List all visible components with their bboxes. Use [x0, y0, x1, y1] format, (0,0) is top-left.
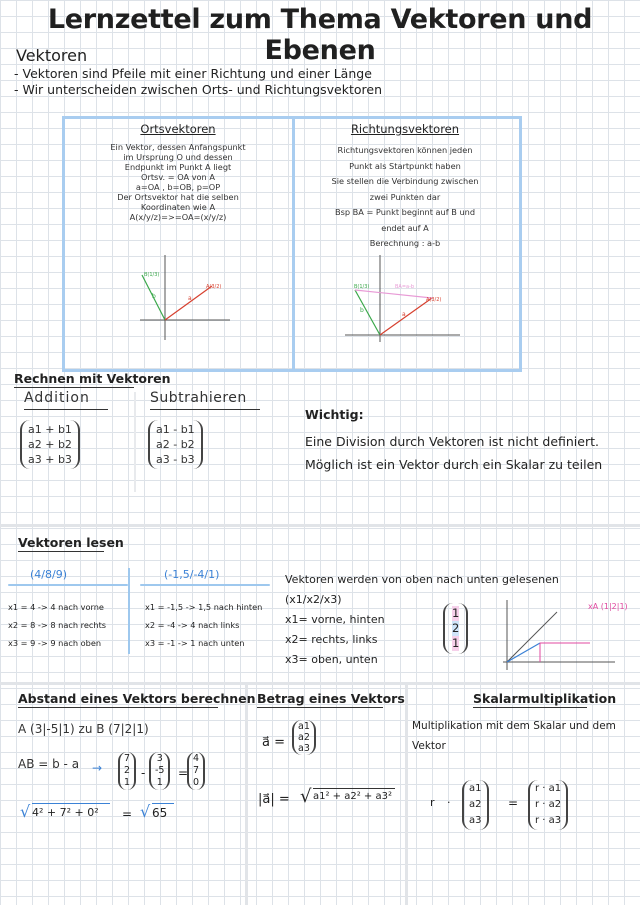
page-title: Lernzettel zum Thema Vektoren und Ebenen: [47, 4, 593, 66]
example2-line: x3 = -1 -> 1 nach unten: [145, 638, 245, 648]
label-b: b: [360, 307, 364, 314]
subtraktion-vector: [148, 420, 203, 469]
skalar-result-value: r · a2: [535, 799, 562, 810]
betrag-heading: Betrag eines Vektors: [257, 691, 405, 706]
betrag-vector-value: a3: [298, 743, 310, 754]
root-icon: √: [140, 802, 151, 821]
ortsvektoren-line: Endpunkt im Punkt A liegt: [124, 162, 232, 172]
richtungsvektoren-text: [296, 143, 514, 252]
abstand-result: 65: [152, 803, 174, 820]
rechnen-divider: [134, 392, 136, 492]
richtungsvektoren-title: Richtungsvektoren: [350, 122, 460, 136]
example2-line: x1 = -1,5 -> 1,5 nach hinten: [145, 602, 263, 612]
subtraktion-row: a1 - b1: [156, 423, 195, 436]
vector-a-symbol: a⃗ =: [262, 735, 285, 750]
example1-lines: [8, 598, 106, 652]
ortsvektoren-line: a=OA , b=OB, p=OP: [135, 182, 221, 192]
lesen-heading: Vektoren lesen: [18, 535, 124, 550]
lesen-vector: [443, 603, 468, 654]
root-icon: √: [300, 786, 312, 807]
vektoren-heading: Vektoren: [16, 46, 88, 65]
skalar-vector: [462, 780, 489, 830]
vector-value: 2: [452, 621, 460, 635]
skalar-line: Vektor: [412, 740, 446, 752]
richtungsvektoren-line: Berechnung : a-b: [369, 238, 441, 248]
skalar-vector-value: a3: [469, 815, 482, 826]
explain-line: x1= vorne, hinten: [285, 613, 385, 626]
ortsvektoren-section: [66, 122, 290, 222]
ortsvektoren-line: Ein Vektor, dessen Anfangspunkt: [110, 142, 246, 152]
richtungsvektoren-line: Sie stellen die Verbindung zwischen: [331, 176, 479, 186]
abstand-heading: Abstand eines Vektors berechnen: [18, 691, 256, 706]
addition-row: a3 + b3: [28, 453, 72, 466]
example1-brace: [8, 584, 128, 586]
vector-a: [380, 298, 432, 335]
label-b: b: [152, 293, 156, 300]
addition-underline: [24, 409, 108, 410]
abstand-points: A (3|-5|1) zu B (7|2|1): [18, 722, 149, 736]
arrow-icon: →: [92, 761, 103, 775]
skalar-vector-value: a2: [469, 799, 482, 810]
abstand-ab: AB = b - a: [18, 757, 80, 771]
richtungsvektoren-line: Bsp BA = Punkt beginnt auf B und: [334, 207, 476, 217]
skalar-result-value: r · a1: [535, 783, 562, 794]
addition-row: a2 + b2: [28, 438, 72, 451]
vector-b: [355, 290, 380, 335]
betrag-vector-value: a1: [298, 721, 310, 732]
vector-result: [187, 752, 205, 790]
vector-result-value: 4: [193, 753, 200, 764]
addition-vector: [20, 420, 80, 469]
point-label: xA (1|2|1): [588, 602, 628, 611]
skalar-text: [412, 716, 616, 756]
betrag-formula: a1² + a2² + a3²: [313, 788, 395, 802]
vector-value: 1: [452, 606, 460, 620]
minus-sign: -: [141, 766, 146, 780]
abstand-underline: [18, 707, 218, 708]
richtungsvektoren-line: Richtungsvektoren können jeden: [337, 145, 473, 155]
betrag-vector: [292, 720, 316, 755]
section-divider: [0, 682, 640, 685]
column-divider: [245, 682, 248, 905]
example2-lines: [145, 598, 262, 652]
rechnen-heading: Rechnen mit Vektoren: [14, 371, 171, 386]
explain-line: (x1/x2/x3): [285, 593, 342, 606]
section-divider: [0, 524, 640, 527]
rechnen-underline: [14, 387, 134, 388]
explain-line: x3= oben, unten: [285, 653, 378, 666]
vector-ba: [355, 290, 432, 298]
skalar-result-value: r · a3: [535, 815, 562, 826]
richtungsvektoren-section: [296, 122, 514, 252]
vector-b-value: 2: [124, 765, 131, 776]
betrag-symbol: |a⃗| =: [258, 792, 290, 807]
vector-a-value: 3: [156, 753, 163, 764]
ortsvektoren-graph: [120, 250, 240, 350]
ortsvektoren-line: Koordinaten wie A: [140, 202, 216, 212]
richtungsvektoren-graph: [340, 250, 470, 350]
ortsvektoren-line: im Ursprung O und dessen: [123, 152, 233, 162]
vector-b-value: 7: [124, 753, 131, 764]
example1-line: x2 = 8 -> 8 nach rechts: [8, 620, 107, 630]
equals-sign: =: [122, 807, 133, 821]
vector-value: 1: [452, 636, 460, 650]
ortsvektoren-line: Ortsv. = OA von A: [141, 172, 215, 182]
example2-line: x2 = -4 -> 4 nach links: [145, 620, 240, 630]
label-a: a: [402, 311, 406, 318]
betrag-underline: [257, 707, 383, 708]
lesen-graph: [495, 595, 635, 677]
equals-sign: =: [508, 796, 519, 810]
example1-line: x1 = 4 -> 4 nach vorne: [8, 602, 104, 612]
point-label-b: B(1/3): [354, 284, 370, 290]
equals-sign: =: [178, 766, 189, 780]
vector-a: [149, 752, 170, 790]
vector-a-value: -5: [155, 765, 165, 776]
root-icon: √: [20, 802, 31, 821]
vector-result-value: 7: [193, 765, 200, 776]
vector-b: [118, 752, 136, 790]
vector-a: [165, 286, 212, 320]
wichtig-line: Eine Division durch Vektoren ist nicht definiert.: [305, 434, 599, 449]
point-label-a: A(3/2): [206, 284, 222, 290]
richtungsvektoren-line: Punkt als Startpunkt haben: [349, 160, 461, 171]
subtraktion-title: Subtrahieren: [150, 390, 247, 406]
point-label-a: A(3/2): [426, 297, 442, 303]
subtraktion-underline: [150, 409, 260, 410]
richtungsvektoren-line: endet auf A: [381, 222, 429, 233]
wichtig-line: Möglich ist ein Vektor durch ein Skalar zu teilen: [305, 457, 603, 472]
skalar-r: r: [430, 796, 435, 809]
skalar-line: Multiplikation mit dem Skalar und dem: [412, 720, 616, 732]
example1-label: (4/8/9): [30, 568, 67, 581]
axis-x1: [507, 612, 557, 662]
skalar-underline: [473, 707, 587, 708]
skalar-vector-value: a1: [469, 783, 482, 794]
addition-title: Addition: [24, 390, 90, 406]
lesen-underline: [18, 551, 104, 552]
example1-line: x3 = 9 -> 9 nach oben: [8, 638, 102, 648]
vektor-types-divider: [292, 119, 295, 369]
example2-brace: [140, 584, 270, 586]
betrag-vector-value: a2: [298, 732, 310, 743]
ortsvektoren-title: Ortsvektoren: [140, 122, 216, 136]
addition-row: a1 + b1: [28, 423, 72, 436]
richtungsvektoren-line: zwei Punkten dar: [369, 191, 441, 202]
vektoren-bullet-2: - Wir unterscheiden zwischen Orts- und Richtungsvektoren: [14, 82, 382, 97]
column-divider: [405, 682, 408, 905]
root-expression: 4² + 7² + 0²: [32, 803, 110, 819]
subtraktion-row: a2 - b2: [156, 438, 195, 451]
ortsvektoren-line: A(x/y/z)=>=OA=(x/y/z): [129, 212, 227, 222]
label-a: a: [188, 295, 192, 302]
vector-result-value: 0: [193, 777, 200, 788]
multiply-dot: ·: [447, 796, 451, 809]
explain-line: Vektoren werden von oben nach unten gelesenen: [285, 573, 559, 586]
wichtig-title: Wichtig:: [305, 407, 364, 422]
subtraktion-row: a3 - b3: [156, 453, 195, 466]
lesen-divider: [128, 568, 130, 654]
ortsvektoren-line: Der Ortsvektor hat die selben: [117, 192, 239, 202]
vector-a-value: 1: [156, 777, 163, 788]
point-label-b: B(1/3): [144, 272, 160, 278]
skalar-heading: Skalarmultiplikation: [473, 691, 617, 706]
vektoren-bullet-1: - Vektoren sind Pfeile mit einer Richtung und einer Länge: [14, 66, 372, 81]
ortsvektoren-text: [66, 142, 290, 222]
example2-label: (-1,5/-4/1): [164, 568, 220, 581]
wichtig-text: [305, 430, 602, 476]
label-ba: BA=a-b: [395, 284, 415, 290]
vector-b-value: 1: [124, 777, 131, 788]
explain-line: x2= rechts, links: [285, 633, 378, 646]
skalar-result-vector: [528, 780, 568, 830]
